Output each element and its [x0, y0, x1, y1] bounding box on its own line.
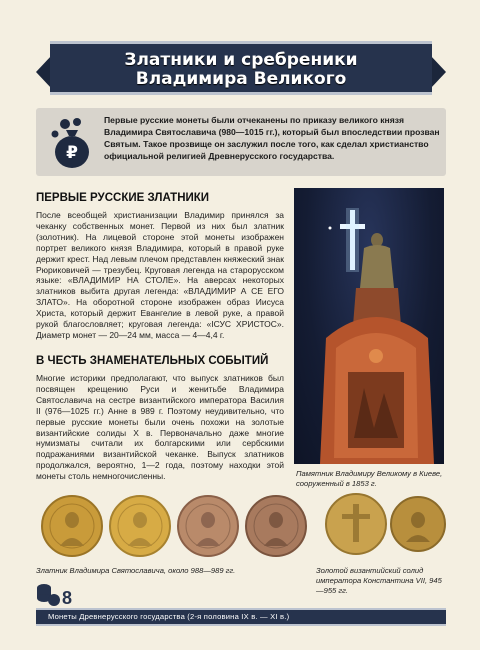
page-number: 8: [62, 588, 73, 608]
zlatnik-coin-3: [178, 496, 238, 556]
zlatnik-coin-4: [246, 496, 306, 556]
section1-heading: ПЕРВЫЕ РУССКИЕ ЗЛАТНИКИ: [36, 192, 210, 204]
page-title-line2: Владимира Великого: [135, 69, 347, 89]
monument-photo: [294, 188, 444, 464]
zlatnik-coin-2: [110, 496, 170, 556]
coins-row: [36, 490, 446, 570]
intro-text: Первые русские монеты были отчеканены по приказу великого князя Владимира Святославича (980—1015 гг.), который был впоследствии прозван Святым. Такое прозвище он заслужил после того, как сделал христианство официальной религией Древнерусского государства.: [104, 115, 440, 161]
photo-caption: Памятник Владимиру Великому в Киеве, сооруженный в 1853 г.: [296, 469, 443, 488]
footer-text: Монеты Древнерусского государства (2-я половина IX в. — XI в.): [48, 612, 290, 621]
section1-text: После всеобщей христианизации Владимир принялся за чеканку собственных монет. Первой из них был златник (золотник). На лицевой стороне этой монеты изображен портрет великого князя Владимира, который в правой руке держит крест. Над левым плечом представлен княжеский знак Рюриковичей — трезубец. Круговая легенда на старорусском языке: «ВЛАДИМИР НА СТОЛЕ». На аверсах некоторых златников выбита другая легенда: «ВЛАДИМИР А СЕ ЕГО ЗЛАТО». На оборотной стороне изображен образ Иисуса Христа, который держит Евангелие в левой руке, а правой рукой благословляет; круговая легенда: «ІСУС ХРИСТОС». Диаметр монет — 20—24 мм, масса — 4—4,4 г.: [36, 210, 284, 340]
section2-text: Многие историки предполагают, что выпуск златников был посвящен крещению Руси и женитьбе Владимира Святославича на сестре византийского императора Василия II (976—1025 гг.) Анне в 989 г. Поэтому неудивительно, что первые русские монеты были очень похожи на золотые византийские солиды X в. Первоначально даже многие нумизматы считали их болгарскими или сербскими подражаниями византийской чеканке. Выпуск златников продолжался, вероятно, 1—2 года, поэтому находки этой монеты столь немногочисленны.: [36, 373, 284, 482]
solidus-coin-1: [326, 494, 386, 554]
page-title: [50, 51, 432, 89]
section2-heading: В ЧЕСТЬ ЗНАМЕНАТЕЛЬНЫХ СОБЫТИЙ: [36, 355, 269, 367]
banner-right-tail: [430, 55, 446, 89]
title-banner: [50, 41, 432, 95]
intro-box: [36, 108, 446, 176]
footer-bar: [36, 608, 446, 626]
monument-illustration: [294, 188, 444, 464]
solidus-coin-2: [391, 497, 445, 551]
ruble-money-bag-icon: [44, 114, 100, 170]
page-title-line1: Златники и сребреники: [124, 50, 358, 70]
coin-caption-right: Золотой византийский солид императора Константина VII, 945—955 гг.: [316, 566, 442, 595]
coin-caption-left: Златник Владимира Святославича, около 988—989 гг.: [36, 566, 236, 575]
svg-text:₽: ₽: [66, 143, 78, 163]
coin-stack-icon: [34, 580, 62, 608]
zlatnik-coin-1: [42, 496, 102, 556]
